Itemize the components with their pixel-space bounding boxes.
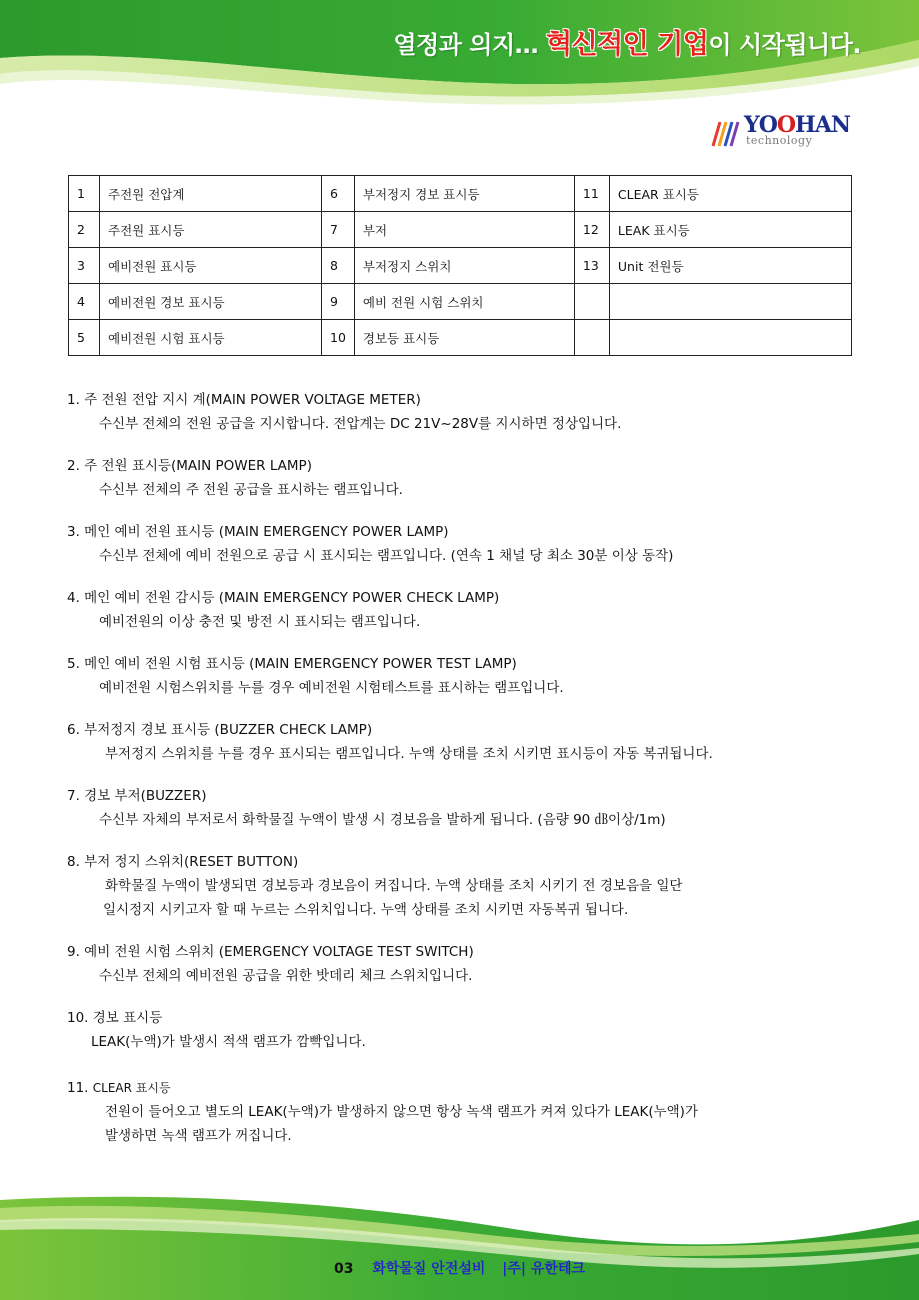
legend-number: 8 xyxy=(322,248,355,284)
description-item xyxy=(67,652,867,700)
legend-number: 4 xyxy=(69,284,100,320)
legend-label: LEAK 표시등 xyxy=(609,212,851,248)
footer-wave-graphic xyxy=(0,1190,919,1300)
legend-label: Unit 전원등 xyxy=(609,248,851,284)
legend-number: 6 xyxy=(322,176,355,212)
legend-label: 부저정지 경보 표시등 xyxy=(354,176,574,212)
description-item xyxy=(67,1076,867,1148)
item-body: 발생하면 녹색 램프가 꺼집니다. xyxy=(105,1128,292,1144)
legend-table xyxy=(68,175,852,356)
legend-label: CLEAR 표시등 xyxy=(609,176,851,212)
legend-number xyxy=(574,284,609,320)
item-title: 5. 메인 예비 전원 시험 표시등 (MAIN EMERGENCY POWER TEST LAMP) xyxy=(67,656,517,672)
description-item xyxy=(67,1006,867,1054)
description-item xyxy=(67,520,867,568)
item-title: 11. CLEAR 표시등 xyxy=(67,1080,171,1096)
legend-number: 1 xyxy=(69,176,100,212)
item-body: LEAK(누액)가 발생시 적색 램프가 깜빡입니다. xyxy=(91,1034,366,1050)
legend-label: 주전원 전압계 xyxy=(100,176,322,212)
item-body: 예비전원 시험스위치를 누를 경우 예비전원 시험테스트를 표시하는 램프입니다. xyxy=(99,680,564,696)
description-item xyxy=(67,850,867,922)
item-body: 수신부 전체의 예비전원 공급을 위한 밧데리 체크 스위치입니다. xyxy=(99,968,473,984)
legend-number xyxy=(574,320,609,356)
legend-label: 주전원 표시등 xyxy=(100,212,322,248)
legend-label: 예비 전원 시험 스위치 xyxy=(354,284,574,320)
legend-label: 경보등 표시등 xyxy=(354,320,574,356)
legend-row xyxy=(69,212,852,248)
legend-number: 10 xyxy=(322,320,355,356)
legend-label: 부저정지 스위치 xyxy=(354,248,574,284)
item-body: 전원이 들어오고 별도의 LEAK(누액)가 발생하지 않으면 항상 녹색 램프가 켜져 있다가 LEAK(누액)가 xyxy=(105,1104,698,1120)
item-body: 수신부 전체에 예비 전원으로 공급 시 표시되는 램프입니다. (연속 1 채널 당 최소 30분 이상 동작) xyxy=(99,548,674,564)
legend-number: 13 xyxy=(574,248,609,284)
description-list xyxy=(67,388,867,1148)
item-body: 수신부 전체의 주 전원 공급을 표시하는 램프입니다. xyxy=(99,482,403,498)
item-title: 3. 메인 예비 전원 표시등 (MAIN EMERGENCY POWER LAMP) xyxy=(67,524,449,540)
legend-number: 12 xyxy=(574,212,609,248)
legend-row xyxy=(69,176,852,212)
slogan-prefix: 열정과 의지… xyxy=(393,31,547,59)
item-title: 1. 주 전원 전압 지시 계(MAIN POWER VOLTAGE METER) xyxy=(67,392,421,408)
description-item xyxy=(67,784,867,832)
item-title: 8. 부저 정지 스위치(RESET BUTTON) xyxy=(67,854,299,870)
slogan-highlight: 혁신적인 기업 xyxy=(546,29,709,60)
item-title: 7. 경보 부저(BUZZER) xyxy=(67,788,207,804)
page-number: 03 xyxy=(333,1261,354,1277)
footer-company: |주| 유한테크 xyxy=(502,1261,586,1277)
legend-row xyxy=(69,284,852,320)
description-item xyxy=(67,940,867,988)
legend-label xyxy=(609,284,851,320)
legend-number: 9 xyxy=(322,284,355,320)
item-title: 2. 주 전원 표시등(MAIN POWER LAMP) xyxy=(67,458,312,474)
logo-stripes-icon xyxy=(708,118,744,148)
item-body: 수신부 전체의 전원 공급을 지시합니다. 전압계는 DC 21V~28V를 지시하면 정상입니다. xyxy=(99,416,622,432)
company-logo xyxy=(708,112,858,152)
legend-label: 부저 xyxy=(354,212,574,248)
legend-number: 11 xyxy=(574,176,609,212)
legend-row xyxy=(69,248,852,284)
footer-text xyxy=(0,1258,919,1278)
slogan xyxy=(393,22,861,61)
slogan-suffix: 이 시작됩니다. xyxy=(708,31,861,59)
description-item xyxy=(67,718,867,766)
item-body: 부저정지 스위치를 누를 경우 표시되는 램프입니다. 누액 상태를 조치 시키면 표시등이 자동 복귀됩니다. xyxy=(105,746,713,762)
footer-banner xyxy=(0,1190,919,1300)
logo-wordmark: YOOHAN xyxy=(744,112,851,138)
item-body: 화학물질 누액이 발생되면 경보등과 경보음이 켜집니다. 누액 상태를 조치 시키기 전 경보음을 일단 xyxy=(105,878,683,894)
footer-title: 화학물질 안전설비 xyxy=(372,1261,486,1277)
item-body: 일시정지 시키고자 할 때 누르는 스위치입니다. 누액 상태를 조치 시키면 자동복귀 됩니다. xyxy=(103,902,629,918)
description-item xyxy=(67,454,867,502)
item-title: 6. 부저정지 경보 표시등 (BUZZER CHECK LAMP) xyxy=(67,722,373,738)
description-item xyxy=(67,388,867,436)
legend-number: 5 xyxy=(69,320,100,356)
legend-number: 2 xyxy=(69,212,100,248)
item-title: 4. 메인 예비 전원 감시등 (MAIN EMERGENCY POWER CHECK LAMP) xyxy=(67,590,500,606)
legend-row xyxy=(69,320,852,356)
description-item xyxy=(67,586,867,634)
item-body: 예비전원의 이상 충전 및 방전 시 표시되는 램프입니다. xyxy=(99,614,421,630)
legend-number: 3 xyxy=(69,248,100,284)
legend-label: 예비전원 시험 표시등 xyxy=(100,320,322,356)
logo-subtitle: technology xyxy=(746,134,813,147)
legend-label xyxy=(609,320,851,356)
item-body: 수신부 자체의 부저로서 화학물질 누액이 발생 시 경보음을 발하게 됩니다. (음량 90 ㏈이상/1m) xyxy=(99,812,666,828)
legend-number: 7 xyxy=(322,212,355,248)
legend-label: 예비전원 경보 표시등 xyxy=(100,284,322,320)
legend-label: 예비전원 표시등 xyxy=(100,248,322,284)
item-title: 9. 예비 전원 시험 스위치 (EMERGENCY VOLTAGE TEST SWITCH) xyxy=(67,944,474,960)
item-title: 10. 경보 표시등 xyxy=(67,1010,163,1026)
